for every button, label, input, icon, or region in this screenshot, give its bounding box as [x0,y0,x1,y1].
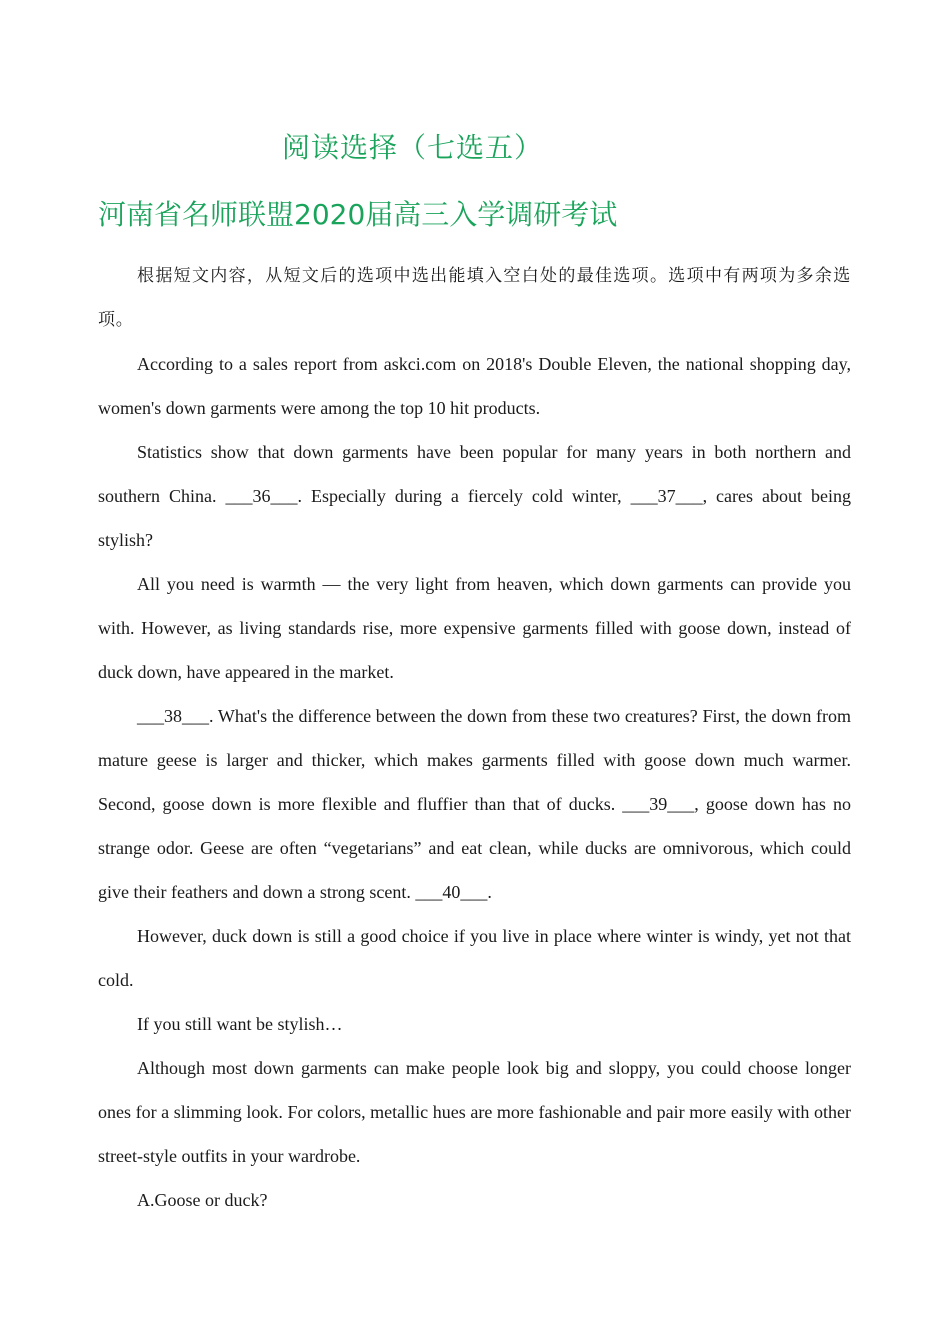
option-a: A.Goose or duck? [137,1190,268,1210]
document-body [98,254,851,1222]
passage-paragraph-3: All you need is warmth — the very light from heaven, which down garments can provide you with. However, as living standards rise, more expensive garments filled with goose down, instead of duck down, have appeared in the market. [98,574,851,682]
passage-paragraph-6: If you still want be stylish… [137,1014,343,1034]
passage-paragraph-5: However, duck down is still a good choice if you live in place where winter is windy, yet not that cold. [98,926,851,990]
passage-paragraph-4: ___38___. What's the difference between the down from these two creatures? First, the down from mature geese is larger and thicker, which makes garments filled with goose down much warmer. Second, goose down is more flexible and fluffier than that of ducks. ___39___, goose down has no strange odor. Geese are often “vegetarians” and eat clean, while ducks are omnivorous, which could give their feathers and down a strong scent. ___40___. [98,706,851,902]
passage-paragraph-7: Although most down garments can make people look big and sloppy, you could choose longer ones for a slimming look. For colors, metallic hues are more fashionable and pair more easily with other street-style outfits in your wardrobe. [98,1058,851,1166]
passage-paragraph-1: According to a sales report from askci.com on 2018's Double Eleven, the national shopping day, women's down garments were among the top 10 hit products. [98,354,851,418]
section-title: 阅读选择（七选五） [282,131,544,164]
exam-title: 河南省名师联盟2020届高三入学调研考试 [98,198,618,231]
instructions-paragraph: 根据短文内容，从短文后的选项中选出能填入空白处的最佳选项。选项中有两项为多余选项。 [98,266,851,330]
passage-paragraph-2: Statistics show that down garments have been popular for many years in both northern and southern China. ___36___. Especially during a fiercely cold winter, ___37___, cares about being stylish? [98,442,851,550]
